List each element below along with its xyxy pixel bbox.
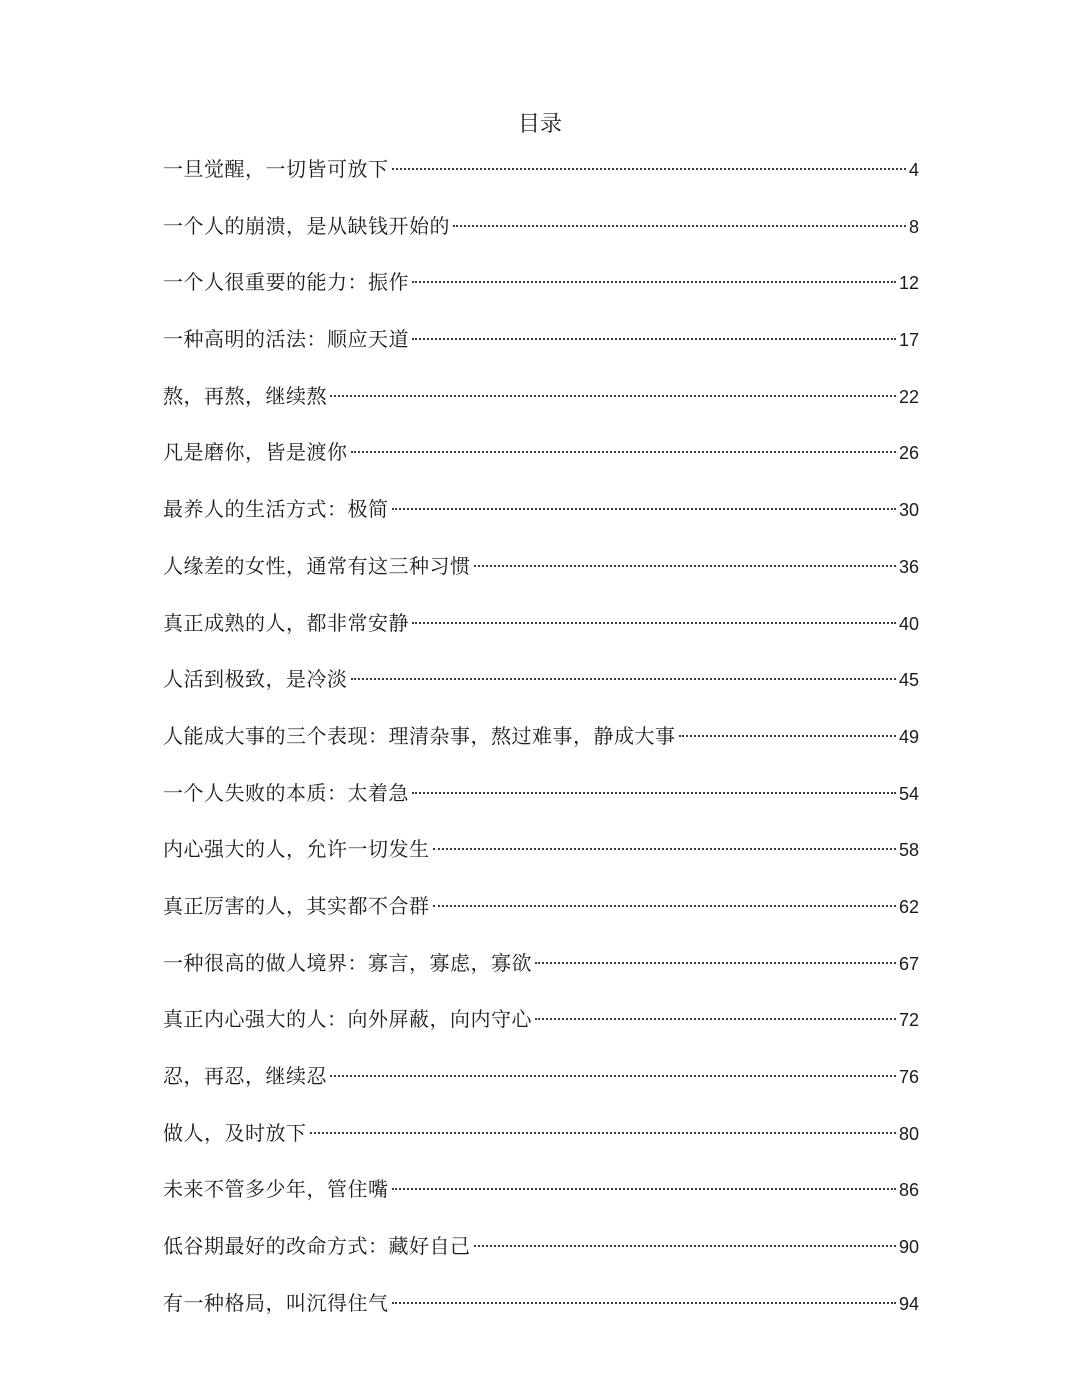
- dot-leader: [392, 168, 906, 170]
- toc-entry-title: 一个人的崩溃，是从缺钱开始的: [163, 213, 450, 238]
- toc-entry-title: 未来不管多少年，管住嘴: [163, 1177, 389, 1202]
- dot-leader: [351, 678, 896, 680]
- dot-leader: [679, 735, 896, 737]
- toc-page-number: 8: [908, 216, 919, 237]
- toc-entry: [163, 494, 919, 551]
- toc-entry: [163, 664, 919, 721]
- toc-page-number: 67: [898, 953, 919, 974]
- dot-leader: [392, 1188, 896, 1190]
- toc-entry-title: 最养人的生活方式：极简: [163, 497, 389, 522]
- toc-entry: [163, 1174, 919, 1231]
- toc-entry-title: 真正内心强大的人：向外屏蔽，向内守心: [163, 1007, 532, 1032]
- toc-entry-title: 真正成熟的人，都非常安静: [163, 610, 409, 635]
- toc-page-number: 94: [898, 1293, 919, 1314]
- toc-entry: [163, 1231, 919, 1288]
- toc-entry-title: 内心强大的人，允许一切发生: [163, 837, 430, 862]
- dot-leader: [474, 1245, 896, 1247]
- toc-page-number: 40: [898, 613, 919, 634]
- dot-leader: [392, 508, 896, 510]
- toc-page-number: 86: [898, 1180, 919, 1201]
- toc-entry-title: 人能成大事的三个表现：理清杂事，熬过难事，静成大事: [163, 723, 676, 748]
- toc-entry: [163, 778, 919, 835]
- toc-page-number: 49: [898, 726, 919, 747]
- toc-title: 目录: [517, 112, 562, 137]
- dot-leader: [412, 622, 896, 624]
- toc-list: [163, 154, 919, 1344]
- toc-entry-title: 低谷期最好的改命方式：藏好自己: [163, 1234, 471, 1259]
- toc-entry: [163, 948, 919, 1005]
- toc-entry-title: 人活到极致，是冷淡: [163, 667, 348, 692]
- toc-entry-title: 熬，再熬，继续熬: [163, 383, 327, 408]
- toc-page-number: 54: [898, 783, 919, 804]
- toc-entry: [163, 721, 919, 778]
- toc-page-number: 26: [898, 443, 919, 464]
- dot-leader: [392, 1302, 896, 1304]
- toc-entry-title: 人缘差的女性，通常有这三种习惯: [163, 553, 471, 578]
- toc-page-number: 36: [898, 556, 919, 577]
- toc-page-number: 62: [898, 896, 919, 917]
- toc-entry: [163, 381, 919, 438]
- toc-entry-title: 一种很高的做人境界：寡言，寡虑，寡欲: [163, 950, 532, 975]
- dot-leader: [330, 395, 896, 397]
- dot-leader: [412, 281, 896, 283]
- toc-page-number: 45: [898, 670, 919, 691]
- toc-entry-title: 一旦觉醒，一切皆可放下: [163, 157, 389, 181]
- dot-leader: [535, 962, 896, 964]
- toc-page-number: 12: [898, 273, 919, 294]
- toc-entry-title: 有一种格局，叫沉得住气: [163, 1290, 389, 1315]
- toc-entry: [163, 437, 919, 494]
- toc-page-number: 80: [898, 1123, 919, 1144]
- toc-page-number: 17: [898, 330, 919, 351]
- toc-entry-title: 做人，及时放下: [163, 1120, 307, 1145]
- toc-entry: [163, 1118, 919, 1175]
- toc-entry: [163, 324, 919, 381]
- toc-entry: [163, 608, 919, 665]
- dot-leader: [412, 338, 896, 340]
- toc-entry: [163, 1004, 919, 1061]
- dot-leader: [453, 225, 906, 227]
- toc-page-number: 30: [898, 500, 919, 521]
- dot-leader: [310, 1132, 896, 1134]
- toc-entry: [163, 1061, 919, 1118]
- toc-page-number: 4: [908, 160, 919, 180]
- dot-leader: [330, 1075, 896, 1077]
- toc-page-number: 90: [898, 1237, 919, 1258]
- toc-entry: [163, 154, 919, 211]
- toc-entry-title: 一个人很重要的能力：振作: [163, 270, 409, 295]
- dot-leader: [351, 451, 896, 453]
- toc-entry-title: 真正厉害的人，其实都不合群: [163, 893, 430, 918]
- toc-entry-title: 一种高明的活法：顺应天道: [163, 327, 409, 352]
- toc-entry-title: 一个人失败的本质：太着急: [163, 780, 409, 805]
- dot-leader: [412, 792, 896, 794]
- toc-page-number: 58: [898, 840, 919, 861]
- toc-page-number: 76: [898, 1067, 919, 1087]
- dot-leader: [433, 905, 896, 907]
- toc-page-number: 22: [898, 386, 919, 407]
- dot-leader: [474, 565, 896, 567]
- dot-leader: [433, 848, 896, 850]
- toc-entry-title: 忍，再忍，继续忍: [163, 1064, 327, 1088]
- toc-entry-title: 凡是磨你，皆是渡你: [163, 440, 348, 465]
- toc-entry: [163, 267, 919, 324]
- toc-entry: [163, 211, 919, 268]
- toc-entry: [163, 1288, 919, 1345]
- dot-leader: [535, 1018, 896, 1020]
- toc-entry: [163, 551, 919, 608]
- toc-entry: [163, 834, 919, 891]
- toc-page-number: 72: [898, 1010, 919, 1031]
- toc-entry: [163, 891, 919, 948]
